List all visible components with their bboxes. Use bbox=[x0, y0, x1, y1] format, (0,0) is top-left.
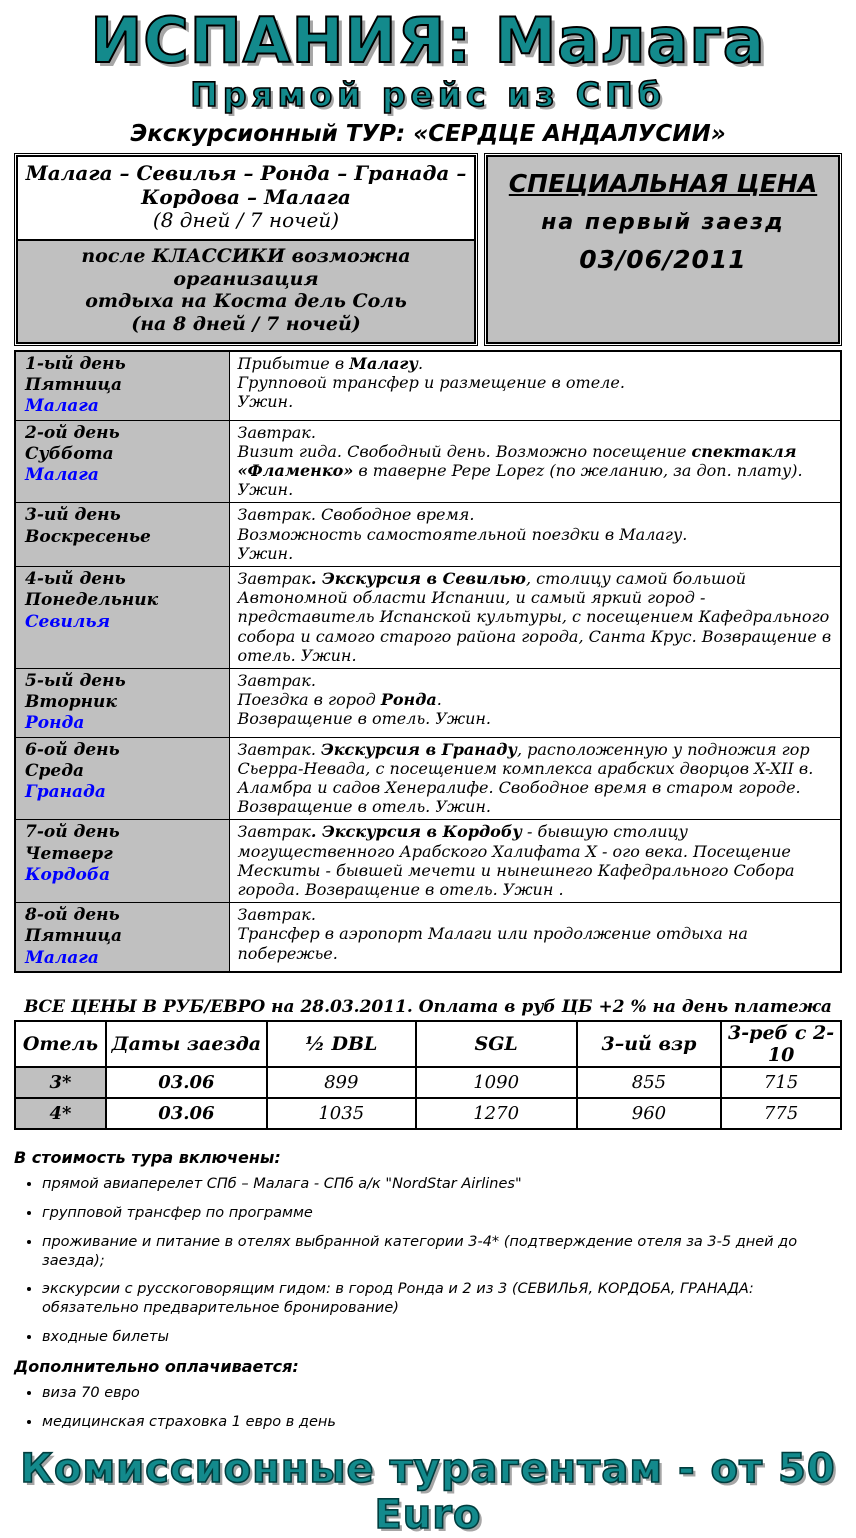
price-row bbox=[15, 1098, 841, 1129]
desc-line: Ужин. bbox=[237, 392, 294, 412]
city-name: Ронда bbox=[25, 713, 85, 734]
desc-line: Прибытие в Малагу. bbox=[237, 353, 424, 373]
special-price-date: 03/06/2011 bbox=[579, 245, 747, 274]
city-name: Малага bbox=[25, 396, 99, 417]
day-cell bbox=[15, 737, 229, 820]
included-list bbox=[14, 1175, 842, 1347]
list-item: • прямой авиаперелет СПб – Малага - СПб а/к "NordStar Airlines" bbox=[42, 1175, 842, 1194]
day-cell bbox=[15, 820, 229, 903]
price-cell: 775 bbox=[721, 1098, 841, 1129]
price-row bbox=[15, 1067, 841, 1098]
list-item: • экскурсии с русскоговорящим гидом: в город Ронда и 2 из 3 (СЕВИЛЬЯ, КОРДОБА, ГРАНАДА: обязательно предварительное бронирование) bbox=[42, 1280, 842, 1318]
list-item: • медицинская страховка 1 евро в день bbox=[42, 1413, 842, 1432]
desc-line: Возвращение в отель. Ужин. bbox=[237, 709, 492, 729]
after-classic-box bbox=[18, 239, 474, 342]
city-name: Малага bbox=[25, 947, 99, 968]
conditions-section bbox=[14, 1148, 842, 1432]
special-price-title: СПЕЦИАЛЬНАЯ ЦЕНА bbox=[508, 169, 818, 198]
city-name: Гранада bbox=[25, 782, 106, 803]
day-cell bbox=[15, 668, 229, 737]
day-line: Воскресенье bbox=[25, 526, 151, 547]
itinerary-row bbox=[15, 903, 841, 972]
list-item: • виза 70 евро bbox=[42, 1384, 842, 1403]
price-cell: 4* bbox=[15, 1098, 106, 1129]
after-classic-line: (на 8 дней / 7 ночей) bbox=[131, 313, 361, 336]
day-line: Суббота bbox=[25, 443, 114, 464]
day-cell bbox=[15, 351, 229, 420]
route-line3: (8 дней / 7 ночей) bbox=[152, 208, 340, 233]
desc-line: Поездка в город Ронда. bbox=[237, 690, 442, 710]
price-header-cell: Даты заезда bbox=[106, 1021, 267, 1067]
price-cell: 03.06 bbox=[106, 1098, 267, 1129]
day-line: Пятница bbox=[25, 926, 123, 947]
extra-title: Дополнительно оплачивается: bbox=[14, 1356, 299, 1376]
price-cell: 960 bbox=[577, 1098, 722, 1129]
desc-line: Завтрак. Свободное время. bbox=[237, 505, 475, 525]
desc-line: Завтрак. Экскурсия в Кордобу - бывшую столицу могущественного Арабского Халифата X - ого века. Посещение Мескиты - бывшей мечети и нынешнего Кафедрального Собора города. Возвращение в отель. Ужин . bbox=[237, 822, 795, 900]
price-cell: 3* bbox=[15, 1067, 106, 1098]
desc-line: Завтрак. Экскурсия в Севилью, столицу самой большой Автономной области Испании, и самый яркий город - представитель Испанской культуры, с посещением Кафедрального собора и самого старого района города, Санта Крус. Возвращение в отель. Ужин. bbox=[237, 569, 832, 665]
day-line: Четверг bbox=[25, 843, 113, 864]
list-item: • входные билеты bbox=[42, 1328, 842, 1347]
price-header-cell: 3-реб с 2-10 bbox=[721, 1021, 841, 1067]
desc-line: Завтрак. Экскурсия в Гранаду, расположенную у подножия гор Сьерра-Невада, с посещением комплекса арабских дворцов X-XII в. Аламбра и садов Хенералифе. Свободное время в старом городе. Возвращение в отель. Ужин. bbox=[237, 739, 814, 817]
itinerary-body bbox=[15, 351, 841, 972]
desc-line: Завтрак. bbox=[237, 905, 316, 925]
after-classic-line: после КЛАССИКИ возможна организация bbox=[81, 244, 411, 290]
day-line: 1-ый день bbox=[25, 353, 126, 374]
price-cell: 899 bbox=[267, 1067, 416, 1098]
desc-line: Ужин. bbox=[237, 543, 294, 563]
itinerary-row bbox=[15, 420, 841, 503]
day-line: 4-ый день bbox=[25, 569, 126, 590]
price-cell: 03.06 bbox=[106, 1067, 267, 1098]
price-cell: 1090 bbox=[416, 1067, 577, 1098]
desc-cell bbox=[229, 737, 841, 820]
day-line: 6-ой день bbox=[25, 739, 120, 760]
desc-cell bbox=[229, 351, 841, 420]
city-name: Кордоба bbox=[25, 864, 111, 885]
day-line: Среда bbox=[25, 760, 85, 781]
list-item: • проживание и питание в отелях выбранной категории 3-4* (подтверждение отеля за 3-5 дней до заезда); bbox=[42, 1233, 842, 1271]
desc-line: Визит гида. Свободный день. Возможно посещение спектакля «Фламенко» в таверне Pepe Lopez (по желанию, за доп. плату). Ужин. bbox=[237, 441, 803, 500]
prices-table bbox=[14, 1020, 842, 1130]
day-line: 2-ой день bbox=[25, 422, 120, 443]
city-name: Севилья bbox=[25, 611, 111, 632]
tour-heading: Экскурсионный ТУР: «СЕРДЦЕ АНДАЛУСИИ» bbox=[130, 121, 726, 147]
day-line: Вторник bbox=[25, 692, 117, 713]
footer-banner: Комиссионные турагентам - от 50 Euro bbox=[20, 1445, 836, 1538]
city-name: Малага bbox=[25, 465, 99, 486]
page-title: ИСПАНИЯ: Малага bbox=[90, 4, 766, 77]
flyer-page bbox=[0, 4, 856, 1538]
desc-line: Трансфер в аэропорт Малаги или продолжение отдыха на побережье. bbox=[237, 924, 748, 963]
day-line: Пятница bbox=[25, 375, 123, 396]
desc-cell bbox=[229, 668, 841, 737]
itinerary-row bbox=[15, 820, 841, 903]
day-line: Понедельник bbox=[25, 590, 159, 611]
desc-line: Завтрак. bbox=[237, 422, 316, 442]
price-header-cell: ½ DBL bbox=[267, 1021, 416, 1067]
desc-cell bbox=[229, 420, 841, 503]
itinerary-row bbox=[15, 351, 841, 420]
day-cell bbox=[15, 503, 229, 567]
desc-cell bbox=[229, 903, 841, 972]
price-cell: 855 bbox=[577, 1067, 722, 1098]
list-item: • групповой трансфер по программе bbox=[42, 1204, 842, 1223]
day-cell bbox=[15, 903, 229, 972]
price-cell: 715 bbox=[721, 1067, 841, 1098]
desc-cell bbox=[229, 503, 841, 567]
price-cell: 1270 bbox=[416, 1098, 577, 1129]
price-body bbox=[15, 1067, 841, 1129]
desc-cell bbox=[229, 820, 841, 903]
route-text bbox=[18, 157, 474, 239]
desc-cell bbox=[229, 567, 841, 669]
desc-line: Возможность самостоятельной поездки в Малагу. bbox=[237, 524, 688, 544]
included-title: В стоимость тура включены: bbox=[14, 1147, 281, 1167]
price-cell: 1035 bbox=[267, 1098, 416, 1129]
itinerary-row bbox=[15, 503, 841, 567]
itinerary-row bbox=[15, 567, 841, 669]
extra-list bbox=[14, 1384, 842, 1432]
after-classic-line: отдыха на Коста дель Соль bbox=[85, 290, 407, 313]
price-header-row bbox=[15, 1021, 841, 1067]
header-row bbox=[14, 153, 842, 346]
day-line: 3-ий день bbox=[25, 505, 121, 526]
route-line2: Кордова – Малага bbox=[141, 184, 351, 209]
price-header-cell: 3–ий взр bbox=[577, 1021, 722, 1067]
itinerary-row bbox=[15, 737, 841, 820]
desc-line: Завтрак. bbox=[237, 670, 316, 690]
special-price-box bbox=[484, 153, 842, 346]
itinerary-row bbox=[15, 668, 841, 737]
special-price-line2: на первый заезд bbox=[541, 210, 785, 235]
desc-line: Групповой трансфер и размещение в отеле. bbox=[237, 373, 625, 393]
itinerary-table bbox=[14, 350, 842, 973]
day-cell bbox=[15, 567, 229, 669]
price-header-cell: Отель bbox=[15, 1021, 106, 1067]
day-cell bbox=[15, 420, 229, 503]
price-header-cell: SGL bbox=[416, 1021, 577, 1067]
day-line: 7-ой день bbox=[25, 822, 120, 843]
day-line: 5-ый день bbox=[25, 670, 126, 691]
day-line: 8-ой день bbox=[25, 905, 120, 926]
route-line1: Малага – Севилья – Ронда – Гранада – bbox=[25, 161, 467, 185]
page-subtitle: Прямой рейс из СПб bbox=[190, 75, 666, 114]
route-box bbox=[14, 153, 478, 346]
prices-note: ВСЕ ЦЕНЫ В РУБ/ЕВРО на 28.03.2011. Оплата в руб ЦБ +2 % на день платежа bbox=[24, 996, 832, 1017]
